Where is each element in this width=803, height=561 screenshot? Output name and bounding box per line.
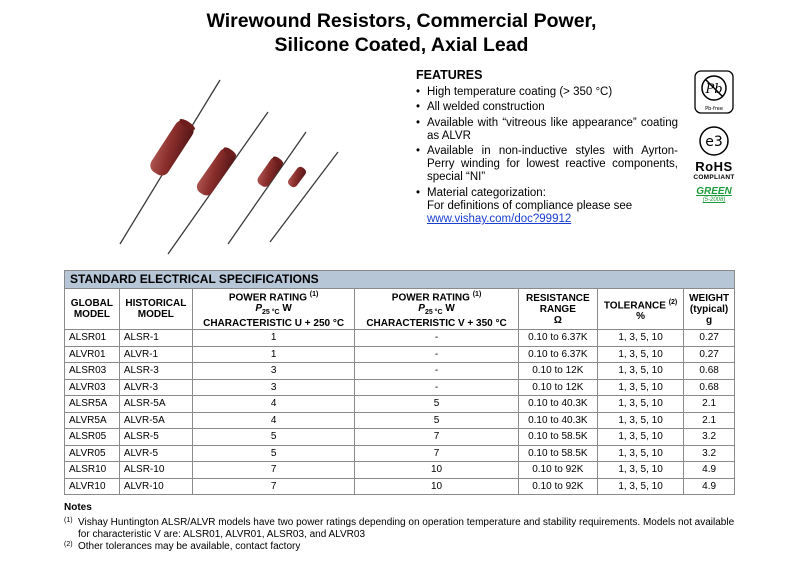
cell-global-model: ALSR03 — [65, 363, 120, 380]
cell-power-v: 5 — [355, 396, 518, 413]
table-row — [65, 363, 735, 380]
cell-tolerance: 1, 3, 5, 10 — [597, 346, 683, 363]
col-power-rating-u — [192, 289, 354, 330]
note-item — [64, 517, 744, 541]
cell-historical-model: ALVR-1 — [119, 346, 192, 363]
features-section — [416, 69, 678, 228]
cell-power-u: 3 — [192, 363, 354, 380]
table-row — [65, 412, 735, 429]
header-text: CHARACTERISTIC V + 350 °C — [366, 318, 507, 330]
cell-resistance-range: 0.10 to 58.5K — [518, 429, 597, 446]
cell-power-u: 7 — [192, 462, 354, 479]
feature-item: • Available with “vitreous like appearance” coating as ALVR — [416, 117, 678, 143]
table-body — [65, 330, 735, 495]
title-line-2: Silicone Coated, Axial Lead — [274, 34, 529, 56]
cell-global-model: ALVR5A — [65, 412, 120, 429]
cell-weight: 0.27 — [684, 346, 735, 363]
footnote-marker: (2) — [668, 298, 678, 306]
svg-text:Pb: Pb — [705, 82, 723, 97]
table-row — [65, 330, 735, 347]
cell-global-model: ALVR01 — [65, 346, 120, 363]
green-year-label: (5-2008) — [702, 197, 726, 203]
cell-historical-model: ALSR-1 — [119, 330, 192, 347]
col-resistance-range — [518, 289, 597, 330]
header-text: WEIGHT — [689, 292, 730, 304]
header-text: RANGE — [539, 303, 576, 315]
compliance-text: For definitions of compliance please see — [427, 199, 633, 212]
cell-weight: 3.2 — [684, 429, 735, 446]
cell-tolerance: 1, 3, 5, 10 — [597, 412, 683, 429]
resistor-large — [147, 117, 197, 179]
footnote-marker: (1) — [309, 291, 319, 298]
cell-tolerance: 1, 3, 5, 10 — [597, 478, 683, 495]
notes-heading: Notes — [64, 502, 92, 513]
col-tolerance — [597, 289, 683, 330]
header-text: P — [255, 303, 263, 315]
col-historical-model — [119, 289, 192, 330]
cell-historical-model: ALVR-3 — [119, 379, 192, 396]
cell-global-model: ALVR05 — [65, 445, 120, 462]
cell-power-u: 4 — [192, 396, 354, 413]
cell-power-u: 1 — [192, 346, 354, 363]
resistor-smallest — [286, 165, 307, 189]
cell-tolerance: 1, 3, 5, 10 — [597, 429, 683, 446]
cell-global-model: ALSR5A — [65, 396, 120, 413]
note-text: Vishay Huntington ALSR/ALVR models have two power ratings depending on operation temperature and stability requirements. Models not available for characteristic V are: ALSR01, ALVR01, ALSR03, and ALVR03 — [78, 517, 735, 540]
e3-label: e3 — [705, 134, 723, 150]
cell-power-u: 3 — [192, 379, 354, 396]
table-row — [65, 478, 735, 495]
table-row — [65, 445, 735, 462]
header-text: POWER RATING — [228, 292, 307, 304]
cell-resistance-range: 0.10 to 6.37K — [518, 346, 597, 363]
cell-power-u: 1 — [192, 330, 354, 347]
cell-weight: 4.9 — [684, 462, 735, 479]
cell-resistance-range: 0.10 to 92K — [518, 478, 597, 495]
cell-historical-model: ALSR-3 — [119, 363, 192, 380]
cell-historical-model: ALVR-5A — [119, 412, 192, 429]
note-marker: (1) — [64, 517, 73, 524]
cell-historical-model: ALSR-5A — [119, 396, 192, 413]
cell-resistance-range: 0.10 to 40.3K — [518, 412, 597, 429]
header-text: TOLERANCE — [603, 299, 666, 311]
cell-power-u: 7 — [192, 478, 354, 495]
cell-tolerance: 1, 3, 5, 10 — [597, 379, 683, 396]
cell-power-v: 5 — [355, 412, 518, 429]
cell-resistance-range: 0.10 to 40.3K — [518, 396, 597, 413]
cell-power-v: 7 — [355, 429, 518, 446]
feature-item: • Available in non-inductive styles with Ayrton-Perry winding for lowest reactive components, special “NI” — [416, 145, 678, 185]
cell-tolerance: 1, 3, 5, 10 — [597, 396, 683, 413]
feature-item: • High temperature coating (> 350 °C) — [416, 86, 678, 99]
document-title — [0, 9, 803, 57]
header-text: P — [418, 303, 425, 315]
resistor-medium — [194, 145, 238, 198]
col-power-rating-v — [355, 289, 518, 330]
header-text: RESISTANCE — [525, 292, 590, 304]
features-heading: FEATURES — [416, 68, 483, 82]
cell-global-model: ALSR05 — [65, 429, 120, 446]
cell-power-u: 4 — [192, 412, 354, 429]
cell-weight: 2.1 — [684, 396, 735, 413]
header-text: 25 °C — [262, 309, 280, 317]
cell-historical-model: ALVR-5 — [119, 445, 192, 462]
pb-free-label: Pb-free — [705, 106, 723, 112]
notes-section — [64, 502, 744, 553]
header-text: W — [445, 303, 455, 315]
cell-resistance-range: 0.10 to 58.5K — [518, 445, 597, 462]
header-text: (typical) — [689, 303, 729, 315]
electrical-specifications-table — [64, 270, 735, 495]
header-text: HISTORICAL — [125, 298, 187, 310]
features-list — [416, 86, 678, 226]
cell-weight: 0.27 — [684, 330, 735, 347]
cell-power-v: - — [355, 363, 518, 380]
header-text: g — [706, 314, 713, 326]
table-row — [65, 396, 735, 413]
compliance-badges — [688, 70, 740, 203]
cell-tolerance: 1, 3, 5, 10 — [597, 363, 683, 380]
header-text: W — [282, 303, 292, 315]
table-row — [65, 379, 735, 396]
header-text: Ω — [553, 314, 562, 326]
cell-power-v: 10 — [355, 462, 518, 479]
table-row — [65, 462, 735, 479]
cell-historical-model: ALVR-10 — [119, 478, 192, 495]
cell-weight: 0.68 — [684, 363, 735, 380]
feature-item-label: Material categorization: — [427, 186, 546, 199]
note-text: Other tolerances may be available, contact factory — [78, 541, 301, 552]
e3-icon — [698, 125, 730, 157]
pb-free-icon — [694, 70, 734, 114]
cell-global-model: ALSR10 — [65, 462, 120, 479]
title-line-1: Wirewound Resistors, Commercial Power, — [206, 10, 597, 32]
header-text: MODEL — [137, 309, 174, 321]
cell-global-model: ALSR01 — [65, 330, 120, 347]
cell-power-v: 7 — [355, 445, 518, 462]
cell-resistance-range: 0.10 to 92K — [518, 462, 597, 479]
feature-item: • All welded construction — [416, 101, 678, 114]
compliance-link[interactable]: www.vishay.com/doc?99912 — [427, 213, 572, 226]
cell-tolerance: 1, 3, 5, 10 — [597, 445, 683, 462]
cell-tolerance: 1, 3, 5, 10 — [597, 330, 683, 347]
footnote-marker: (1) — [472, 291, 482, 298]
cell-resistance-range: 0.10 to 6.37K — [518, 330, 597, 347]
header-text: GLOBAL — [70, 298, 114, 310]
cell-power-v: - — [355, 379, 518, 396]
note-marker: (2) — [64, 541, 73, 548]
note-item — [64, 541, 744, 553]
col-global-model — [65, 289, 120, 330]
table-row — [65, 346, 735, 363]
cell-historical-model: ALSR-5 — [119, 429, 192, 446]
cell-resistance-range: 0.10 to 12K — [518, 363, 597, 380]
cell-power-v: 10 — [355, 478, 518, 495]
header-text: % — [636, 310, 646, 322]
cell-weight: 2.1 — [684, 412, 735, 429]
cell-power-u: 5 — [192, 445, 354, 462]
col-weight — [684, 289, 735, 330]
cell-weight: 4.9 — [684, 478, 735, 495]
cell-power-v: - — [355, 330, 518, 347]
cell-weight: 3.2 — [684, 445, 735, 462]
feature-item-material — [416, 187, 678, 227]
cell-power-v: - — [355, 346, 518, 363]
cell-global-model: ALVR10 — [65, 478, 120, 495]
header-text: 25 °C — [424, 309, 443, 317]
cell-weight: 0.68 — [684, 379, 735, 396]
table-row — [65, 429, 735, 446]
table-header-row — [65, 289, 735, 330]
cell-tolerance: 1, 3, 5, 10 — [597, 462, 683, 479]
header-text: CHARACTERISTIC U + 250 °C — [203, 318, 345, 330]
resistor-product-photo — [110, 72, 400, 264]
header-text: POWER RATING — [391, 292, 470, 304]
cell-global-model: ALVR03 — [65, 379, 120, 396]
rohs-label: RoHS — [695, 159, 733, 174]
cell-power-u: 5 — [192, 429, 354, 446]
table-caption: STANDARD ELECTRICAL SPECIFICATIONS — [65, 271, 735, 289]
cell-resistance-range: 0.10 to 12K — [518, 379, 597, 396]
cell-historical-model: ALSR-10 — [119, 462, 192, 479]
rohs-compliant-label: COMPLIANT — [693, 174, 735, 181]
header-text: MODEL — [73, 309, 110, 321]
green-label: GREEN — [696, 186, 732, 197]
